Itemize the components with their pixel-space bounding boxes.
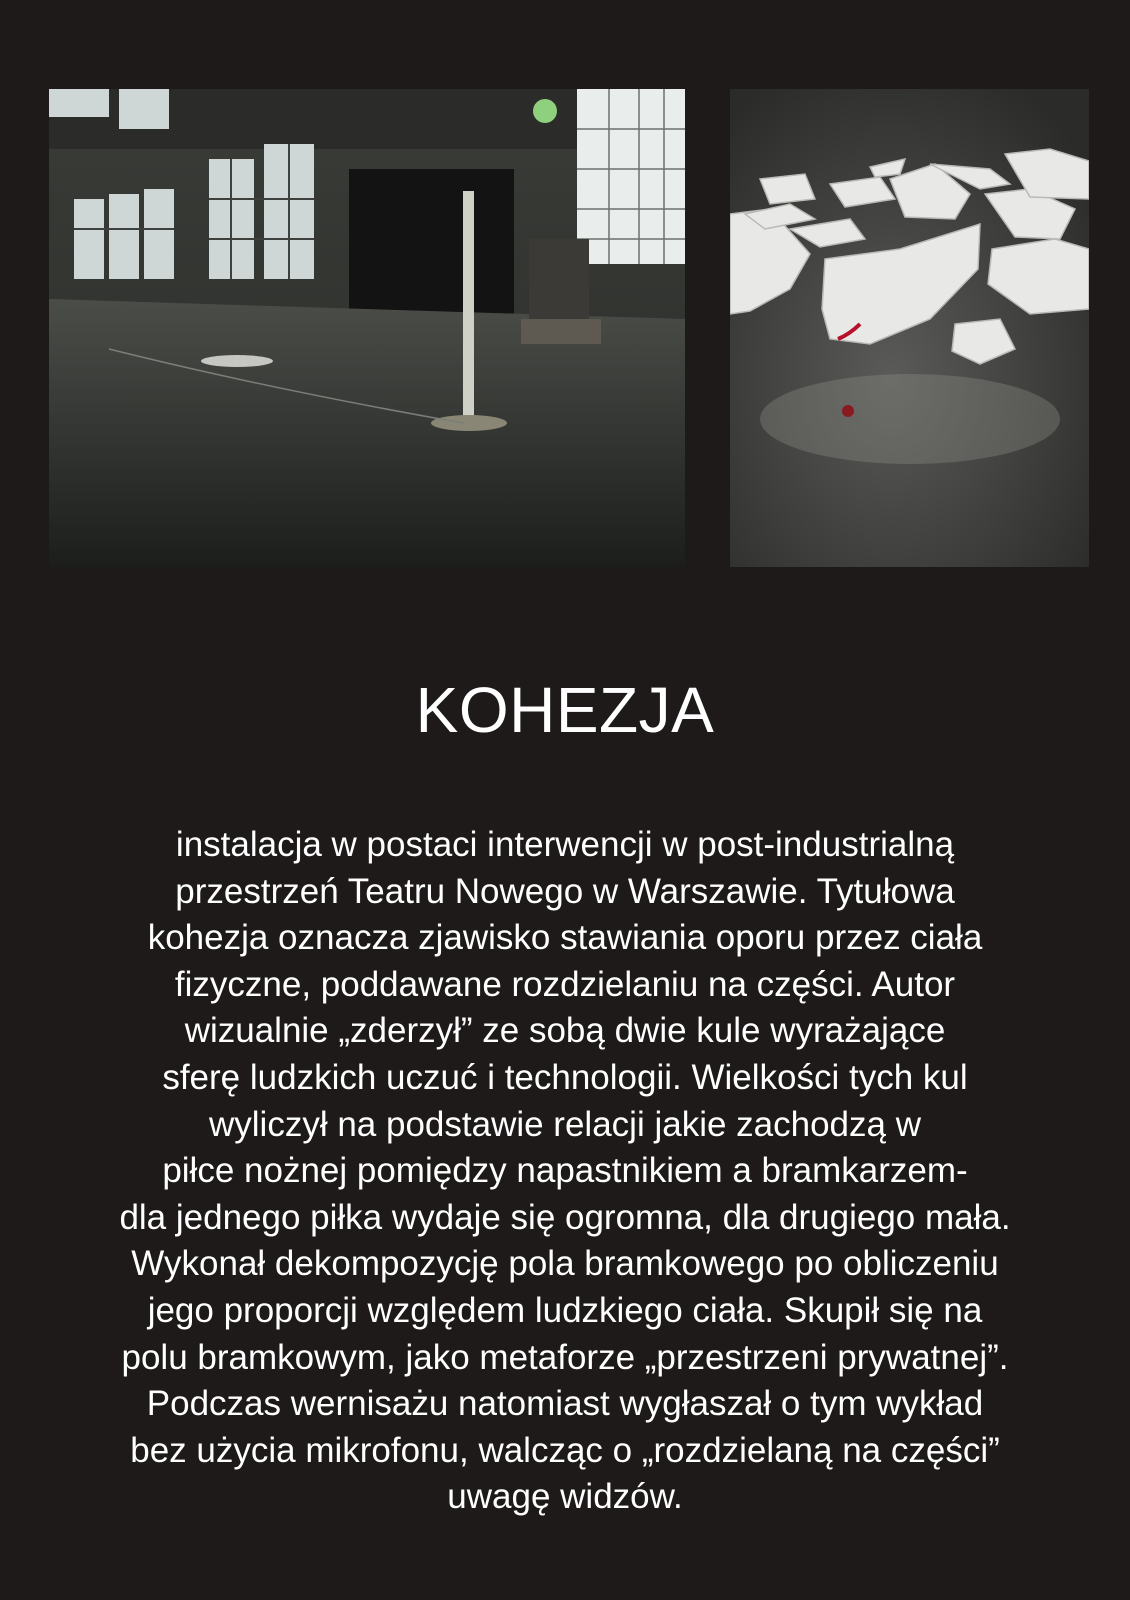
page-title: KOHEZJA bbox=[415, 674, 715, 746]
industrial-hall-photo bbox=[49, 89, 685, 567]
broken-plaster-shards-photo bbox=[730, 89, 1089, 567]
description-text: instalacja w postaci interwencji w post-industrialną przestrzeń Teatru Nowego w Warszawie. Tytułowa kohezja oznacza zjawisko stawiania oporu przez ciała fizyczne, poddawane rozdzielaniu na części. Autor wizualnie „zderzył” ze sobą dwie kule wyrażające sferę ludzkich uczuć i technologii. Wielkości tych kul wyliczył na podstawie relacji jakie zachodzą w piłce nożnej pomiędzy napastnikiem a bramkarzem- dla jednego piłka wydaje się ogromna, dla drugiego mała. Wykonał dekompozycję pola bramkowego po obliczeniu jego proporcji względem ludzkiego ciała. Skupił się na polu bramkowym, jako metaforze „przestrzeni prywatnej”. Podczas wernisażu natomiast wygłaszał o tym wykład bez użycia mikrofonu, walcząc o „rozdzielaną na części” uwagę widzów. bbox=[119, 825, 1011, 1517]
